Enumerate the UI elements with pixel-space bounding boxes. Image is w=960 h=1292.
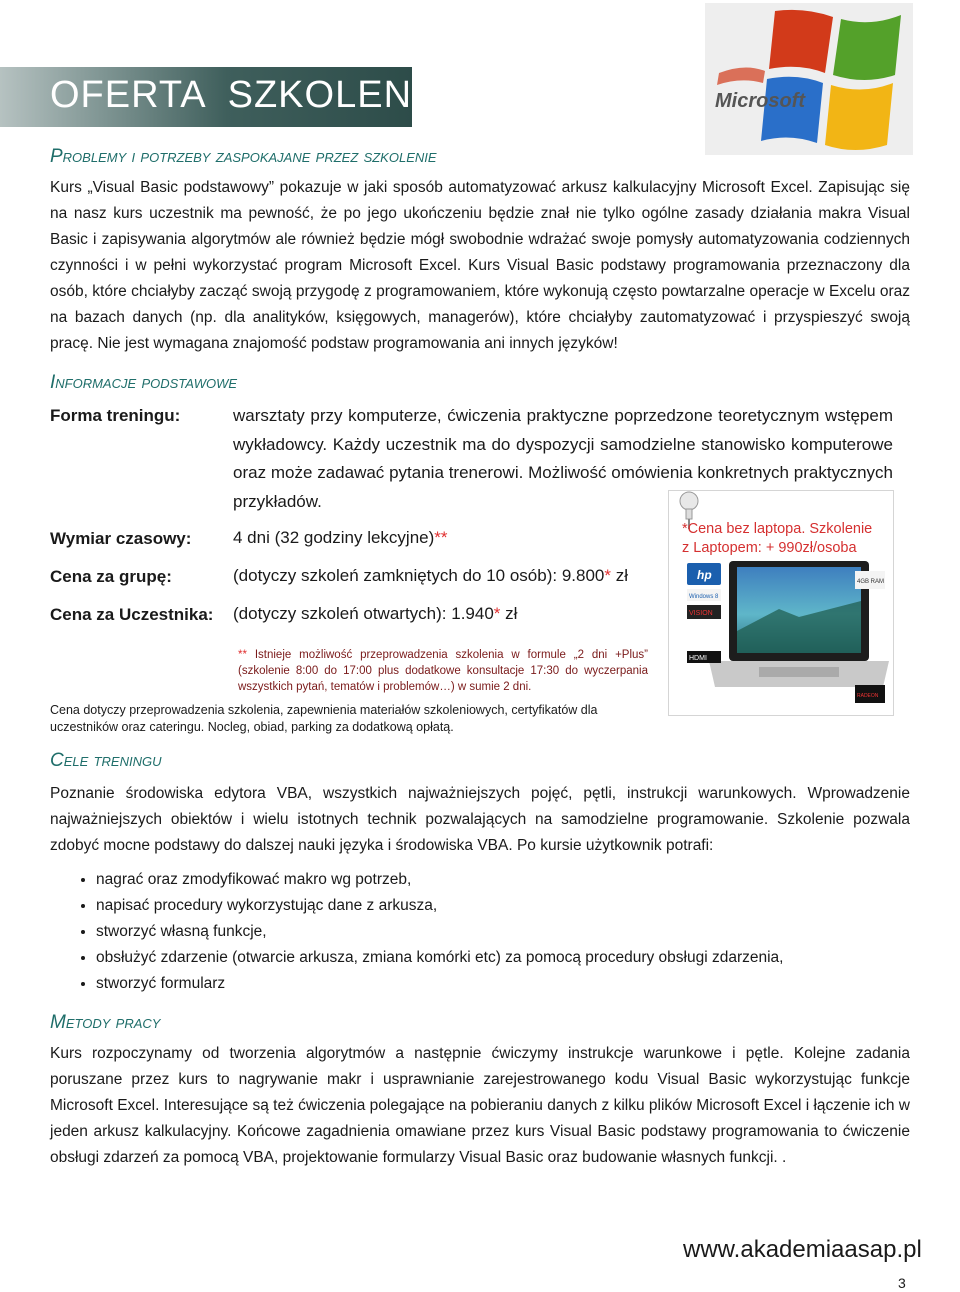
form-label: Forma treningu: bbox=[50, 406, 181, 425]
windows-badge: Windows 8 bbox=[689, 594, 719, 600]
time-label: Wymiar czasowy: bbox=[50, 529, 192, 548]
hdmi-badge: HDMI bbox=[689, 655, 707, 662]
methods-paragraph: Kurs rozpoczynamy od tworzenia algorytmów a następnie ćwiczymy instrukcje warunkowe i pętle. Kolejne zadania poruszane przez kurs to nagrywanie makr i usprawnianie zarejestrowanego kodu Visual Basic wykorzystując funkcje Microsoft Excel. Interesujące są też ćwiczenia polegające na pobieraniu danych z kilku plików Microsoft Excel i łączenie ich w jeden arkusz kalkulacyjny. Końcowe zagadnienia omawiane przez kurs Visual Basic podstawy programowania to ćwiczenie obsługi zdarzeń za pomocą VBA, projektowanie formularzy Visual Basic oraz budowanie własnych funkcji. . bbox=[50, 1045, 910, 1166]
person-price-label: Cena za Uczestnika: bbox=[50, 605, 214, 624]
ram-badge: 4GB RAM bbox=[857, 579, 885, 585]
list-item: • nagrać oraz zmodyfikować makro wg potrzeb, bbox=[96, 867, 783, 893]
section-title-methods: Metody pracy bbox=[50, 1012, 161, 1033]
list-item: • napisać procedury wykorzystując dane z arkusza, bbox=[96, 893, 783, 919]
group-price-row bbox=[233, 562, 628, 591]
group-price-value: (dotyczy szkoleń zamkniętych do 10 osób): 9.800 bbox=[233, 566, 605, 585]
problems-paragraph: Kurs „Visual Basic podstawowy” pokazuje w jaki sposób automatyzować arkusz kalkulacyjny Microsoft Excel. Zapisując się na nasz kurs uczestnik ma pewność, że po jego ukończeniu będzie znał nie tylko ogólne zasady działania makra Visual Basic i zapisywania algorytmów ale również będzie mógł swobodnie wdrażać swoje pomysły automatyzowania codziennych czynności i w pełni wykorzystać program Microsoft Excel. Kurs Visual Basic podstawy programowania przeznaczony dla osób, które chciałyby zacząć swoją przygodę z programowaniem, które wykonują często powtarzalne operacje w Excelu oraz na bazach danych (np. dla analityków, księgowych, managerów), które chciałyby zautomatyzować i przyspieszyć swoją pracę. Nie jest wymagana znajomość podstaw programowania ani innych języków! bbox=[50, 179, 910, 352]
footnote-text: Istnieje możliwość przeprowadzenia szkolenia w formule „2 dni +Plus” (szkolenie 8:00 do 17:00 plus dodatkowe konsultacje 17:30 do wyczerpania wszystkich pytań, tematów i problemów…) w sumie 2 dni. bbox=[238, 649, 648, 693]
form-value: warsztaty przy komputerze, ćwiczenia praktyczne poprzedzone teoretycznym wstępem wykładowcy. Każdy uczestnik ma do dyspozycji samodzielne stanowisko komputerowe oraz może zadawać pytania trenerowi. Możliwość omówienia konkretnych praktycznych przykładów. bbox=[233, 406, 893, 511]
list-item: • stworzyć własną funkcje, bbox=[96, 919, 783, 945]
page-number: 3 bbox=[898, 1275, 906, 1291]
person-price-row bbox=[233, 600, 517, 629]
person-price-unit: zł bbox=[500, 604, 518, 623]
website-link[interactable]: www.akademiaasap.pl bbox=[683, 1236, 922, 1263]
footnote-mark: ** bbox=[238, 649, 247, 661]
microsoft-logo bbox=[705, 3, 913, 155]
group-price-unit: zł bbox=[611, 566, 628, 585]
list-item: • obsłużyć zdarzenie (otwarcie arkusza, zmiana komórki etc) za pomocą procedury obsługi zdarzenia, bbox=[96, 945, 783, 971]
list-item: • stworzyć formularz bbox=[96, 971, 783, 997]
time-mark: ** bbox=[434, 528, 448, 547]
section-title-goals: Cele treningu bbox=[50, 750, 162, 771]
person-price-value: (dotyczy szkoleń otwartych): 1.940 bbox=[233, 604, 494, 623]
hp-badge: hp bbox=[697, 568, 712, 582]
laptop-note-line-2: z Laptopem: + 990zł/osoba bbox=[682, 540, 857, 556]
person-price-mark: * bbox=[493, 604, 501, 623]
goals-list bbox=[50, 867, 783, 997]
laptop-note-line-1: *Cena bez laptopa. Szkolenie bbox=[682, 521, 873, 537]
vision-badge: VISION bbox=[689, 610, 713, 617]
page-title: OFERTA SZKOLENIA bbox=[50, 74, 450, 116]
section-title-problems: Problemy i potrzeby zaspokajane przez szkolenie bbox=[50, 146, 437, 167]
logo-text: Microsoft bbox=[715, 90, 805, 112]
time-value: 4 dni (32 godziny lekcyjne) bbox=[233, 528, 435, 547]
format-footnote bbox=[238, 647, 648, 695]
goals-paragraph: Poznanie środowiska edytora VBA, wszystkich najważniejszych pojęć, pętli, instrukcji warunkowych. Wprowadzenie najważniejszych obiektów i wielu istotnych technik pozwalających na samodzielne programowanie. Szkolenie pozwala zdobyć mocne podstawy do dalszej nauki języka i środowiska VBA. Po kursie użytkownik potrafi: bbox=[50, 785, 910, 854]
section-title-info: Informacje podstawowe bbox=[50, 372, 238, 393]
price-note: Cena dotyczy przeprowadzenia szkolenia, zapewnienia materiałów szkoleniowych, certyfikatów dla uczestników oraz cateringu. Nocleg, obiad, parking za dodatkową opłatą. bbox=[50, 703, 598, 734]
time-value-row bbox=[233, 524, 448, 553]
laptop-price-note bbox=[682, 520, 872, 558]
group-price-mark: * bbox=[604, 566, 611, 585]
radeon-badge: RADEON bbox=[857, 693, 879, 699]
group-price-label: Cena za grupę: bbox=[50, 567, 172, 586]
